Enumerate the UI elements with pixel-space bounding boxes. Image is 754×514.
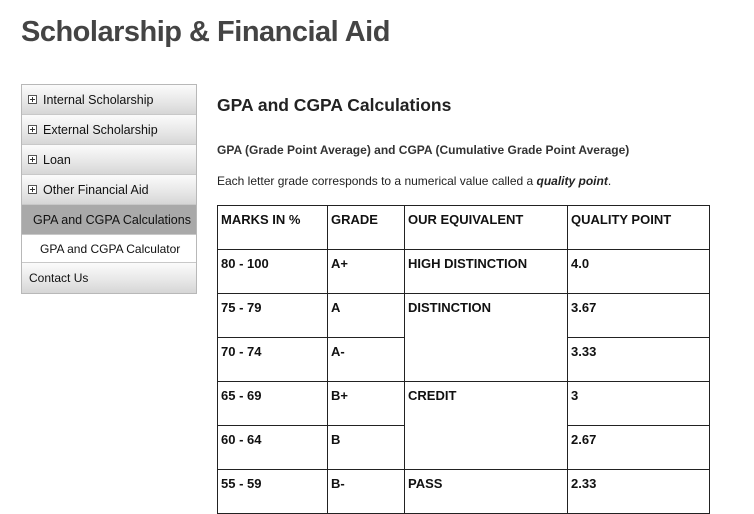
- table-row: [218, 250, 710, 294]
- cell-grade: A+: [328, 250, 405, 294]
- intro-suffix: .: [607, 174, 612, 188]
- sidebar-item-contact-us[interactable]: [22, 263, 196, 293]
- cell-marks: 55 - 59: [218, 470, 328, 514]
- header-equivalent: OUR EQUIVALENT: [405, 206, 568, 250]
- sidebar-nav: [21, 84, 197, 294]
- intro-text: [217, 174, 611, 188]
- sidebar-item-label: Loan: [43, 152, 71, 167]
- header-grade: GRADE: [328, 206, 405, 250]
- grade-table: [217, 205, 710, 514]
- sidebar-item-label: Other Financial Aid: [43, 182, 149, 197]
- cell-marks: 70 - 74: [218, 338, 328, 382]
- cell-grade: B-: [328, 470, 405, 514]
- sidebar-item-label: GPA and CGPA Calculator: [40, 241, 181, 256]
- section-heading: GPA and CGPA Calculations: [217, 95, 452, 115]
- cell-grade: A-: [328, 338, 405, 382]
- cell-quality: 2.33: [568, 470, 710, 514]
- sidebar-item-other-financial-aid[interactable]: [22, 175, 196, 205]
- cell-marks: 75 - 79: [218, 294, 328, 338]
- page-title: Scholarship & Financial Aid: [21, 16, 390, 48]
- table-row: [218, 294, 710, 338]
- header-marks: MARKS IN %: [218, 206, 328, 250]
- sidebar-item-internal-scholarship[interactable]: [22, 85, 196, 115]
- sidebar-item-label: Internal Scholarship: [43, 92, 154, 107]
- sidebar-item-label: External Scholarship: [43, 122, 158, 137]
- sidebar-subitem-gpa-cgpa-calculator[interactable]: [22, 235, 196, 263]
- cell-quality: 4.0: [568, 250, 710, 294]
- table-header-row: [218, 206, 710, 250]
- sidebar-item-loan[interactable]: [22, 145, 196, 175]
- table-row: [218, 470, 710, 514]
- cell-quality: 2.67: [568, 426, 710, 470]
- cell-grade: A: [328, 294, 405, 338]
- cell-quality: 3.33: [568, 338, 710, 382]
- table-row: [218, 382, 710, 426]
- section-subtitle: GPA (Grade Point Average) and CGPA (Cumulative Grade Point Average): [217, 143, 630, 157]
- quality-point-term: quality point: [536, 174, 608, 188]
- cell-grade: B: [328, 426, 405, 470]
- cell-marks: 60 - 64: [218, 426, 328, 470]
- sidebar-item-external-scholarship[interactable]: [22, 115, 196, 145]
- expand-plus-icon[interactable]: [28, 185, 37, 194]
- cell-equivalent: CREDIT: [405, 382, 568, 470]
- cell-grade: B+: [328, 382, 405, 426]
- main-content: [217, 95, 717, 491]
- expand-plus-icon[interactable]: [28, 155, 37, 164]
- cell-quality: 3: [568, 382, 710, 426]
- cell-equivalent: HIGH DISTINCTION: [405, 250, 568, 294]
- cell-marks: 65 - 69: [218, 382, 328, 426]
- sidebar-item-gpa-cgpa-calculations[interactable]: [22, 205, 196, 235]
- expand-plus-icon[interactable]: [28, 95, 37, 104]
- expand-plus-icon[interactable]: [28, 125, 37, 134]
- cell-quality: 3.67: [568, 294, 710, 338]
- sidebar-item-label: Contact Us: [29, 271, 89, 285]
- header-quality-point: QUALITY POINT: [568, 206, 710, 250]
- cell-marks: 80 - 100: [218, 250, 328, 294]
- intro-prefix: Each letter grade corresponds to a numerical value called a: [217, 174, 537, 188]
- sidebar-item-label: GPA and CGPA Calculations: [33, 212, 191, 227]
- cell-equivalent: PASS: [405, 470, 568, 514]
- cell-equivalent: DISTINCTION: [405, 294, 568, 382]
